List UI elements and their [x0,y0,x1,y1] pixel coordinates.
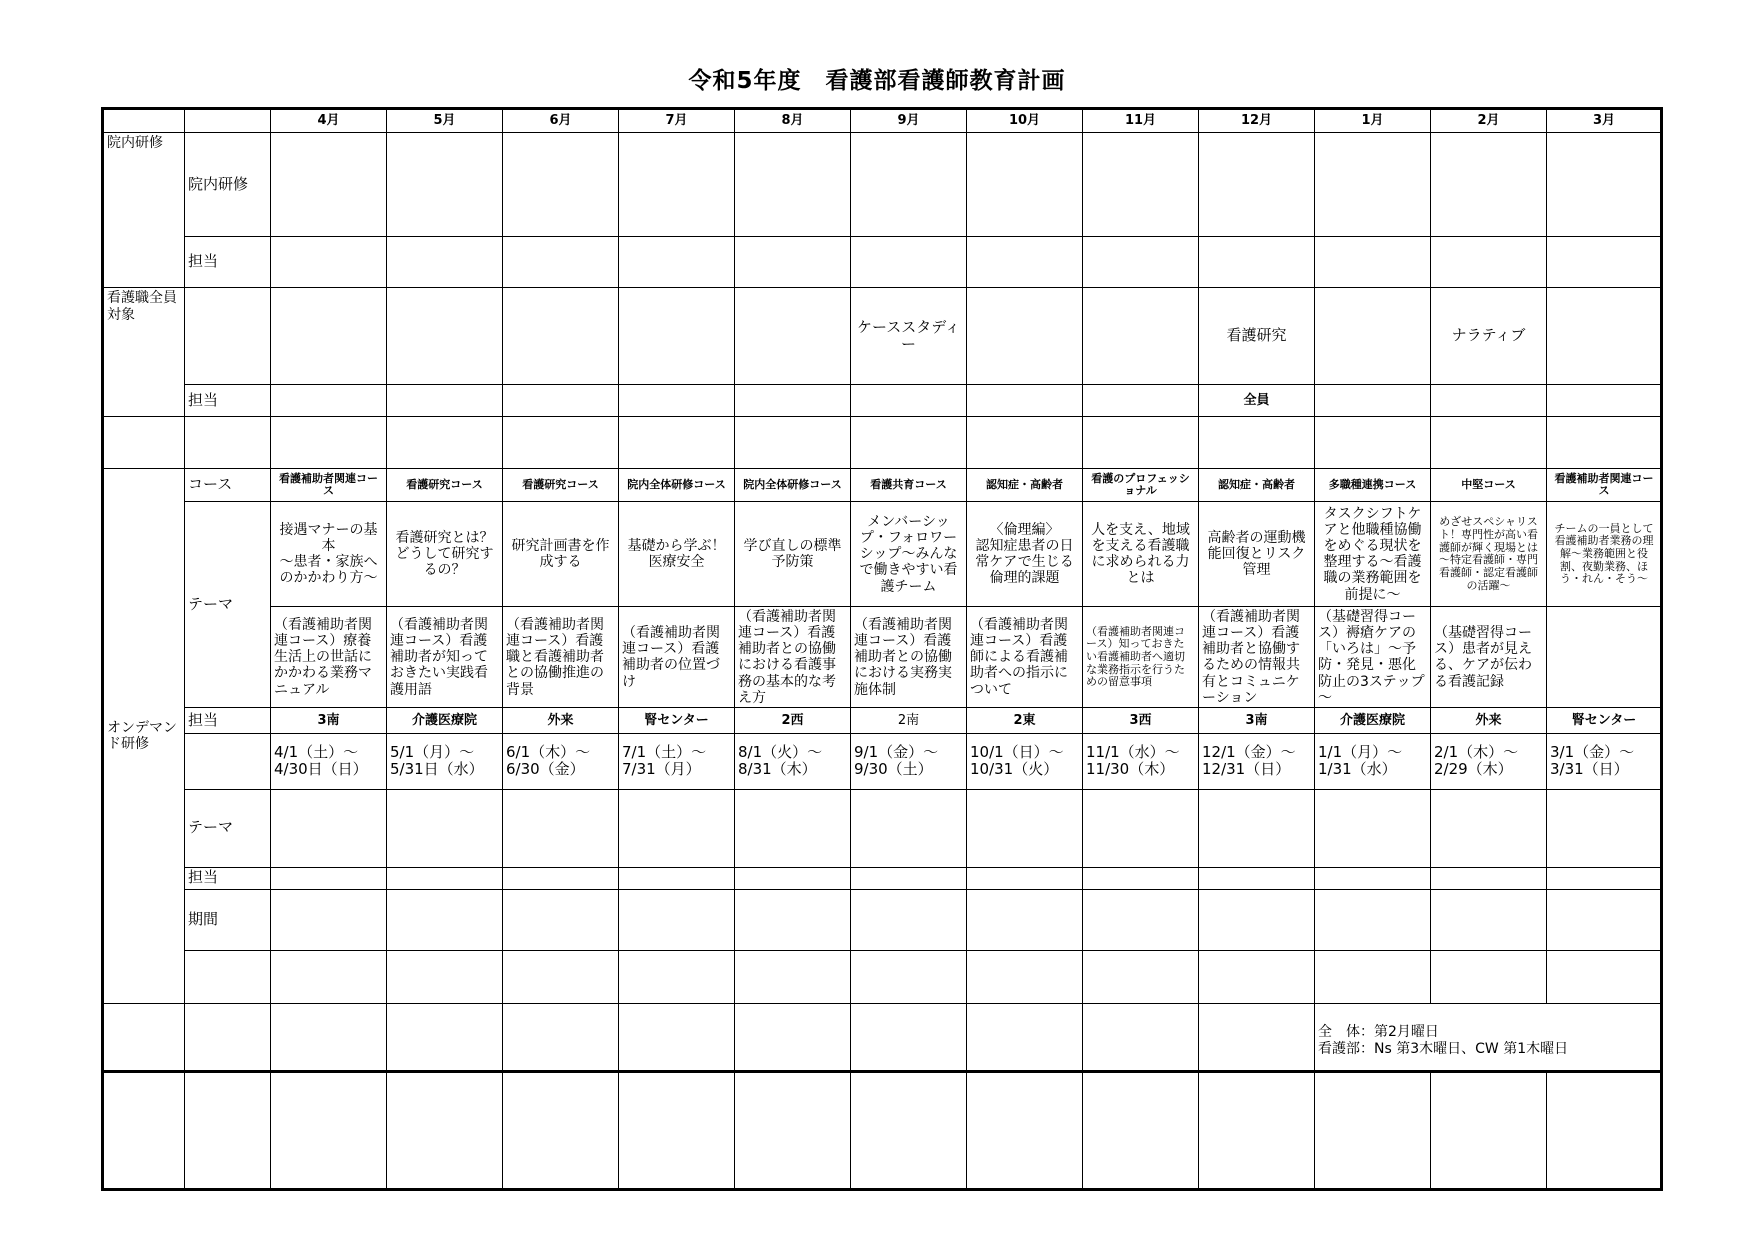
cell [619,133,735,237]
all-nurses-topic [1547,288,1662,385]
period-cell: 7/1（土）～ 7/31（月） [619,733,735,789]
all-nurses-tantou-row [103,385,1662,417]
theme-label: テーマ [185,789,271,867]
theme-text: 基礎から学ぶ！医療安全 [619,502,735,607]
cell [967,789,1083,867]
cell [967,950,1083,1003]
month-header: 11月 [1083,109,1199,133]
cell [851,1071,967,1189]
tantou-cell: 全員 [1199,385,1315,417]
cell [735,1071,851,1189]
cell [619,1003,735,1071]
cell [1083,1071,1199,1189]
tantou-cell: 2東 [967,708,1083,733]
month-header: 8月 [735,109,851,133]
tantou-cell [735,385,851,417]
bottom-row [103,1071,1662,1189]
all-nurses-topic [1083,288,1199,385]
cell [967,889,1083,950]
tantou-cell: 3西 [1083,708,1199,733]
theme-text: 人を支え、地域を支える看護職に求められる力とは [1083,502,1199,607]
subtheme-text: （看護補助者関連コース）知っておきたい看護補助者へ適切な業務指示を行うための留意事項 [1083,607,1199,708]
theme-text: 看護研究とは？どうして研究するの？ [387,502,503,607]
tantou-cell [851,385,967,417]
in-hospital-section-label: 院内研修 [103,133,185,288]
in-hospital-row-label: 院内研修 [185,133,271,237]
cell [271,950,387,1003]
tantou-label: 担当 [185,237,271,288]
month-header-row [103,109,1662,133]
cell [387,889,503,950]
cell [185,1003,271,1071]
cell [1083,1003,1199,1071]
tantou-cell: 外来 [1431,708,1547,733]
cell [967,133,1083,237]
blank-row [103,950,1662,1003]
course-name: 院内全体研修コース [619,469,735,502]
subtheme-text: （看護補助者関連コース）看護補助者との協働における実務実施体制 [851,607,967,708]
cell [503,133,619,237]
theme-text: 〈倫理編〉 認知症患者の日常ケアで生じる倫理的課題 [967,502,1083,607]
cell [1547,237,1662,288]
cell [1083,950,1199,1003]
month-header: 12月 [1199,109,1315,133]
cell [619,789,735,867]
period-cell: 1/1（月）～ 1/31（水） [1315,733,1431,789]
subtheme-text: （看護補助者関連コース）看護補助者との協働における看護事務の基本的な考え方 [735,607,851,708]
cell [1083,867,1199,889]
theme-row [103,502,1662,607]
theme-label: テーマ [185,502,271,708]
month-header: 10月 [967,109,1083,133]
cell [1431,417,1547,469]
tantou-cell [1431,385,1547,417]
period-cell: 11/1（水）～ 11/30（木） [1083,733,1199,789]
cell [1199,417,1315,469]
course-name: 院内全体研修コース [735,469,851,502]
period-cell: 3/1（金）～ 3/31（日） [1547,733,1662,789]
cell [103,1071,185,1189]
cell [735,867,851,889]
tantou-label: 担当 [185,385,271,417]
course-name: 看護共育コース [851,469,967,502]
course-name: 看護研究コース [387,469,503,502]
course-name: 中堅コース [1431,469,1547,502]
page-title: 令和5年度 看護部看護師教育計画 [688,68,1066,94]
tantou-cell: 2西 [735,708,851,733]
subtheme-text [1547,607,1662,708]
subtheme-text: （看護補助者関連コース）看護補助者の位置づけ [619,607,735,708]
cell [1547,133,1662,237]
tantou-cell: 3南 [271,708,387,733]
subtheme-text: （看護補助者関連コース）看護師による看護補助者への指示について [967,607,1083,708]
theme-text: 学び直しの標準予防策 [735,502,851,607]
cell [1431,950,1547,1003]
cell [1199,1071,1315,1189]
cell [1315,789,1431,867]
course-name: 多職種連携コース [1315,469,1431,502]
cell [1431,789,1547,867]
course-name: 看護のプロフェッショナル [1083,469,1199,502]
on-demand-section-label: オンデマンド研修 [103,469,185,1003]
cell [619,1071,735,1189]
cell [503,950,619,1003]
cell [1199,950,1315,1003]
month-header: 5月 [387,109,503,133]
in-hospital-row [103,133,1662,237]
cell [387,867,503,889]
month-header: 2月 [1431,109,1547,133]
cell [1315,133,1431,237]
tantou-cell: 2南 [851,708,967,733]
cell [1199,889,1315,950]
month-header: 1月 [1315,109,1431,133]
tantou-cell: 介護医療院 [1315,708,1431,733]
cell [503,1003,619,1071]
tantou-label: 担当 [185,708,271,733]
cell [851,867,967,889]
meeting-note [1315,1003,1662,1071]
cell [1431,237,1547,288]
cell [387,950,503,1003]
header-blank-1 [103,109,185,133]
tantou-cell: 腎センター [1547,708,1662,733]
course-name: 認知症・高齢者 [1199,469,1315,502]
tantou-cell [271,385,387,417]
cell [735,417,851,469]
header-blank-2 [185,109,271,133]
cell [851,417,967,469]
period-cell: 9/1（金）～ 9/30（土） [851,733,967,789]
cell [1199,1003,1315,1071]
all-nurses-row [103,288,1662,385]
cell [503,889,619,950]
theme-text: チームの一員として看護補助者業務の理解～業務範囲と役割、夜勤業務、ほう・れん・そう～ [1547,502,1662,607]
theme-text: めざせスペシャリスト！専門性が高い看護師が輝く現場とは～特定看護師・専門看護師・認定看護師の活躍～ [1431,502,1547,607]
period-cell: 10/1（日）～ 10/31（火） [967,733,1083,789]
tantou-cell [619,385,735,417]
cell [1315,417,1431,469]
cell [1083,417,1199,469]
period-cell: 8/1（火）～ 8/31（木） [735,733,851,789]
cell [1547,1071,1662,1189]
tantou-cell: 介護医療院 [387,708,503,733]
cell [735,133,851,237]
cell [1199,133,1315,237]
all-nurses-topic [735,288,851,385]
cell [185,288,271,385]
cell [735,789,851,867]
subtheme-text: （看護補助者関連コース）看護補助者が知っておきたい実践看護用語 [387,607,503,708]
theme-text: 高齢者の運動機能回復とリスク管理 [1199,502,1315,607]
cell [1083,237,1199,288]
cell [1431,1071,1547,1189]
subtheme-text: （看護補助者関連コース）看護補助者と協働するための情報共有とコミュニケーション [1199,607,1315,708]
cell [851,889,967,950]
cell [271,789,387,867]
tantou-label: 担当 [185,867,271,889]
period-cell: 6/1（木）～ 6/30（金） [503,733,619,789]
tantou-cell [1315,385,1431,417]
course-name: 看護補助者関連コース [1547,469,1662,502]
course-name: 認知症・高齢者 [967,469,1083,502]
cell [1315,889,1431,950]
cell [1431,889,1547,950]
cell [1199,237,1315,288]
cell [387,1003,503,1071]
subtheme-text: （基礎習得コース）患者が見える、ケアが伝わる看護記録 [1431,607,1547,708]
note-row [103,1003,1662,1071]
all-nurses-topic [619,288,735,385]
cell [185,733,271,789]
course-name: 看護補助者関連コース [271,469,387,502]
period-cell: 2/1（木）～ 2/29（木） [1431,733,1547,789]
cell [387,417,503,469]
cell [1199,867,1315,889]
in-hospital-tantou-row [103,237,1662,288]
cell [967,417,1083,469]
cell [851,1003,967,1071]
cell [1315,237,1431,288]
cell [1547,889,1662,950]
cell [967,1071,1083,1189]
course-label: コース [185,469,271,502]
cell [503,789,619,867]
cell [103,417,185,469]
month-header: 4月 [271,109,387,133]
cell [1083,789,1199,867]
cell [619,237,735,288]
cell [185,1071,271,1189]
all-nurses-topic [387,288,503,385]
cell [1315,1071,1431,1189]
spacer-row [103,417,1662,469]
cell [387,1071,503,1189]
cell [967,237,1083,288]
course-name: 看護研究コース [503,469,619,502]
subtheme-text: （看護補助者関連コース）看護職と看護補助者との協働推進の背景 [503,607,619,708]
on-demand-tantou-row [103,708,1662,733]
tantou-cell: 外来 [503,708,619,733]
subtheme-row [103,607,1662,708]
cell [619,867,735,889]
cell [1083,133,1199,237]
cell [1199,789,1315,867]
cell [1431,133,1547,237]
subtheme-text: （基礎習得コース）褥瘡ケアの「いろは」～予防・発見・悪化防止の3ステップ～ [1315,607,1431,708]
cell [185,950,271,1003]
cell [619,950,735,1003]
tantou-cell [503,385,619,417]
cell [967,1003,1083,1071]
tantou-cell [1083,385,1199,417]
cell [967,867,1083,889]
tantou-cell: 3南 [1199,708,1315,733]
tantou-cell [1547,385,1662,417]
all-nurses-topic: 看護研究 [1199,288,1315,385]
cell [851,237,967,288]
cell [735,950,851,1003]
tantou-cell [387,385,503,417]
theme-text: タスクシフトケアと他職種協働をめぐる現状を整理する～看護職の業務範囲を前提に～ [1315,502,1431,607]
cell [1315,867,1431,889]
subtheme-text: （看護補助者関連コース）療養生活上の世話にかかわる業務マニュアル [271,607,387,708]
cell [271,867,387,889]
cell [503,1071,619,1189]
period-row [103,733,1662,789]
cell [1547,867,1662,889]
all-nurses-topic [503,288,619,385]
cell [503,867,619,889]
period-cell: 4/1（土）～ 4/30日（日） [271,733,387,789]
cell [387,789,503,867]
cell [735,1003,851,1071]
cell [851,950,967,1003]
period-cell: 12/1（金）～ 12/31（日） [1199,733,1315,789]
cell [851,789,967,867]
tantou-cell [967,385,1083,417]
course-row [103,469,1662,502]
month-header: 9月 [851,109,967,133]
cell [619,417,735,469]
cell [271,237,387,288]
cell [1315,950,1431,1003]
period-label: 期間 [185,889,271,950]
all-nurses-topic [967,288,1083,385]
all-nurses-topic: ナラティブ [1431,288,1547,385]
cell [503,417,619,469]
theme-text: メンバーシップ・フォロワーシップ～みんなで働きやすい看護チーム [851,502,967,607]
all-nurses-topic: ケーススタディー [851,288,967,385]
note-line-1: 全 体：第2月曜日 [1318,1024,1439,1041]
cell [851,133,967,237]
tantou-cell: 腎センター [619,708,735,733]
cell [619,889,735,950]
cell [735,889,851,950]
theme2-row [103,789,1662,867]
cell [735,237,851,288]
cell [1547,417,1662,469]
month-header: 3月 [1547,109,1662,133]
cell [271,417,387,469]
theme-text: 接遇マナーの基本 ～患者・家族へのかかわり方～ [271,502,387,607]
cell [103,1003,185,1071]
cell [1547,789,1662,867]
month-header: 6月 [503,109,619,133]
note-line-2: 看護部：Ns 第3木曜日、CW 第1木曜日 [1318,1040,1569,1057]
cell [271,1071,387,1189]
cell [1083,889,1199,950]
education-plan-table [101,107,1663,1191]
cell [185,417,271,469]
cell [1547,950,1662,1003]
cell [387,237,503,288]
all-nurses-section-label: 看護職全員対象 [103,288,185,417]
cell [503,237,619,288]
tantou2-row [103,867,1662,889]
all-nurses-topic [271,288,387,385]
cell [1431,867,1547,889]
period-cell: 5/1（月）～ 5/31日（水） [387,733,503,789]
cell [271,1003,387,1071]
all-nurses-topic [1315,288,1431,385]
theme-text: 研究計画書を作成する [503,502,619,607]
cell [271,133,387,237]
cell [271,889,387,950]
cell [387,133,503,237]
period2-row [103,889,1662,950]
month-header: 7月 [619,109,735,133]
